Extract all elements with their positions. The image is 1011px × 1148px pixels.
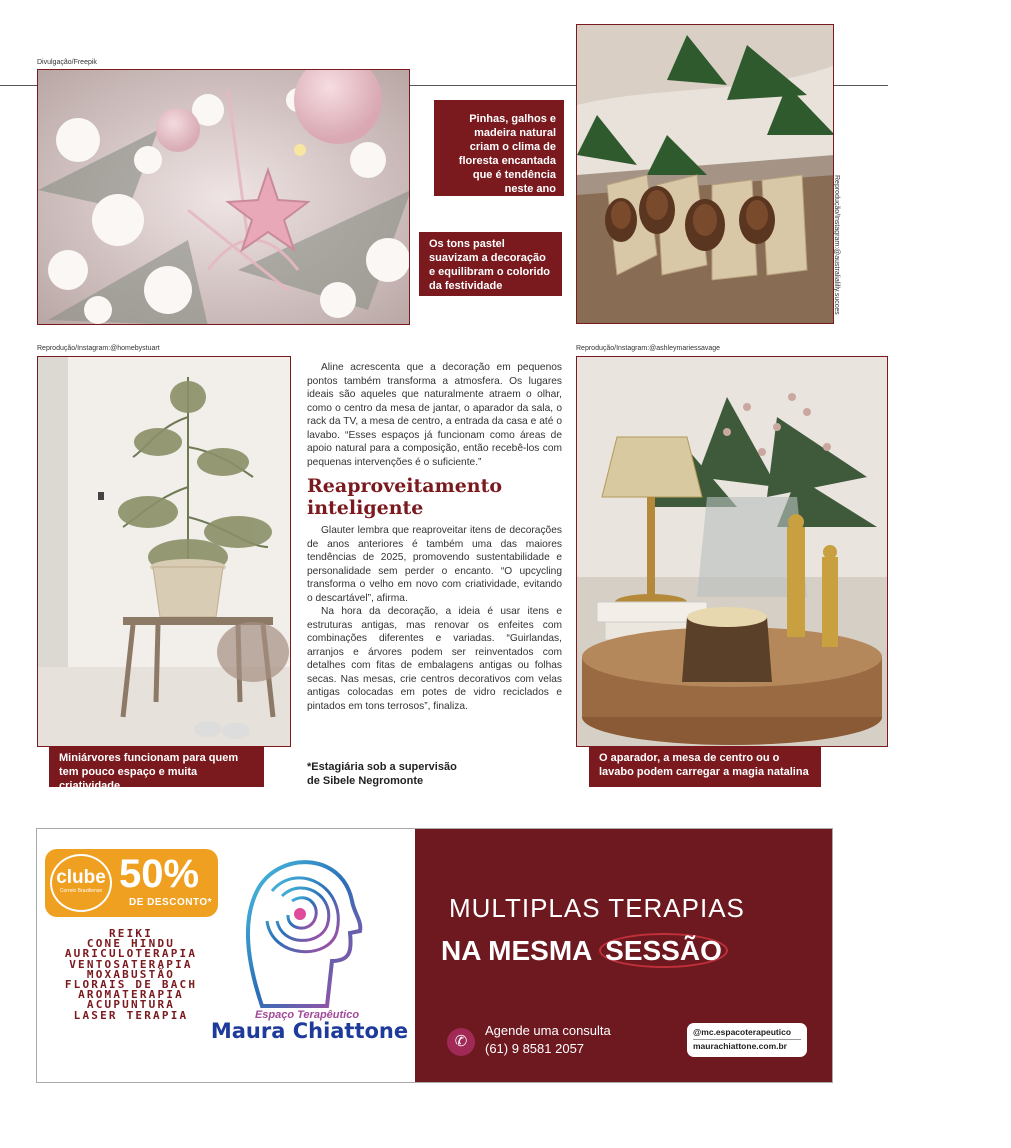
photo-credit: Reprodução/Instagram:@ashleymariessavage [576, 345, 721, 352]
mini-tree-image [38, 357, 291, 747]
headline-2 [441, 935, 728, 967]
discount-percent: 50% [119, 852, 200, 896]
photo-pastel-tree [37, 69, 410, 325]
author-note-line: *Estagiária sob a supervisão [307, 761, 457, 773]
article-column [307, 361, 562, 713]
article-paragraph: Na hora da decoração, a ideia é usar itens e estruturas antigas, mas renovar os enfeites com combinações diferentes e variadas. “Guirlandas, arranjos e árvores podem ser reinventados com detalhes com fitas de embalagens antigas ou folhas secas. Nas mesas, crie centros decorativos com velas antigas colocadas em potes de vidro reciclados e pintados em tons terrosos”, finaliza. [307, 606, 562, 712]
pastel-tree-image [38, 70, 410, 325]
instagram-handle[interactable]: @mc.espacoterapeutico [693, 1027, 792, 1037]
therapy-item: CONE HINDU [86, 937, 176, 951]
clube-sublabel: Correio Braziliense [59, 888, 103, 894]
head-logo-icon [222, 841, 372, 1016]
therapy-item: VENTOSATERAPIA [69, 957, 193, 971]
therapy-item: REIKI [108, 927, 154, 940]
photo-credit: Reprodução/Instagram:@homebystuart [37, 345, 160, 352]
headline-2b: SESSÃO [599, 933, 728, 968]
therapy-item: FLORAIS DE BACH [64, 978, 198, 992]
photo-credit: Divulgação/Freepik [37, 59, 97, 66]
aparador-image [577, 357, 888, 747]
contact-box [687, 1023, 807, 1057]
ad-right-panel [415, 829, 833, 1083]
caption-mini: Miniárvores funcionam para quem tem pouco espaço e muita criatividade [49, 746, 264, 787]
caption-pastel: Os tons pastel suavizam a decoração e equilibram o colorido da festividade [419, 232, 562, 296]
photo-mini-tree [37, 356, 291, 747]
headline-2a: NA MESMA [441, 935, 600, 966]
author-note-line: de Sibele Negromonte [307, 775, 424, 787]
caption-aparador: O aparador, a mesa de centro ou o lavabo podem carregar a magia natalina [589, 746, 821, 787]
cta-label: Agende uma consulta [485, 1023, 611, 1038]
clube-circle [50, 854, 112, 912]
therapy-item: AROMATERAPIA [78, 988, 184, 1002]
photo-pinecones [576, 24, 834, 324]
headline-1: MULTIPLAS TERAPIAS [449, 893, 745, 923]
phone-number[interactable]: (61) 9 8581 2057 [485, 1041, 585, 1056]
caption-forest: Pinhas, galhos e madeira natural criam o clima de floresta encantada que é tendência neste ano [434, 100, 564, 196]
therapy-item: LASER TERAPIA [73, 1008, 189, 1022]
therapy-item: ACUPUNTURA [86, 998, 176, 1012]
discount-label: DE DESCONTO* [129, 897, 213, 908]
photo-credit-vertical: Reprodução/Instagram:@australialilly.succes [833, 175, 840, 315]
phone-icon[interactable]: ✆ [447, 1028, 475, 1056]
therapy-item: MOXABUSTÃO [86, 967, 176, 981]
brand-name: Maura Chiattone [210, 1019, 409, 1043]
website-link[interactable]: maurachiattone.com.br [693, 1039, 801, 1053]
author-note [307, 760, 507, 788]
brand-top: Espaço Terapêutico [254, 1009, 360, 1021]
clube-label: clube [56, 867, 106, 888]
article-paragraph: Glauter lembra que reaproveitar itens de decorações de anos anteriores é também uma das maiores tendências de 2025, promovendo sustentabilidade e personalidade sem perder o encanto. “O upcycling transforma o velho em novo com criatividade, evitando o descartável”, afirma. [307, 525, 562, 604]
section-heading: Reaproveitamento inteligente [307, 475, 503, 519]
photo-aparador [576, 356, 888, 747]
therapy-item: AURICULOTERAPIA [64, 947, 198, 961]
advertisement[interactable] [36, 828, 833, 1083]
clube-badge [45, 849, 218, 917]
pinecones-image [577, 25, 834, 324]
therapy-list [43, 929, 219, 1021]
article-paragraph: Aline acrescenta que a decoração em pequenos pontos também transforma a atmosfera. Os lugares ideais são aqueles que naturalmente atraem o olhar, como o centro da mesa de jantar, o aparador da sala, o rack da TV, a mesa de centro, a entrada da casa e até o lavabo. “Esses espaços já funcionam como áreas de apoio natural para a composição, então recebê-los com pequenas intervenções é o suficiente.” [307, 362, 562, 468]
